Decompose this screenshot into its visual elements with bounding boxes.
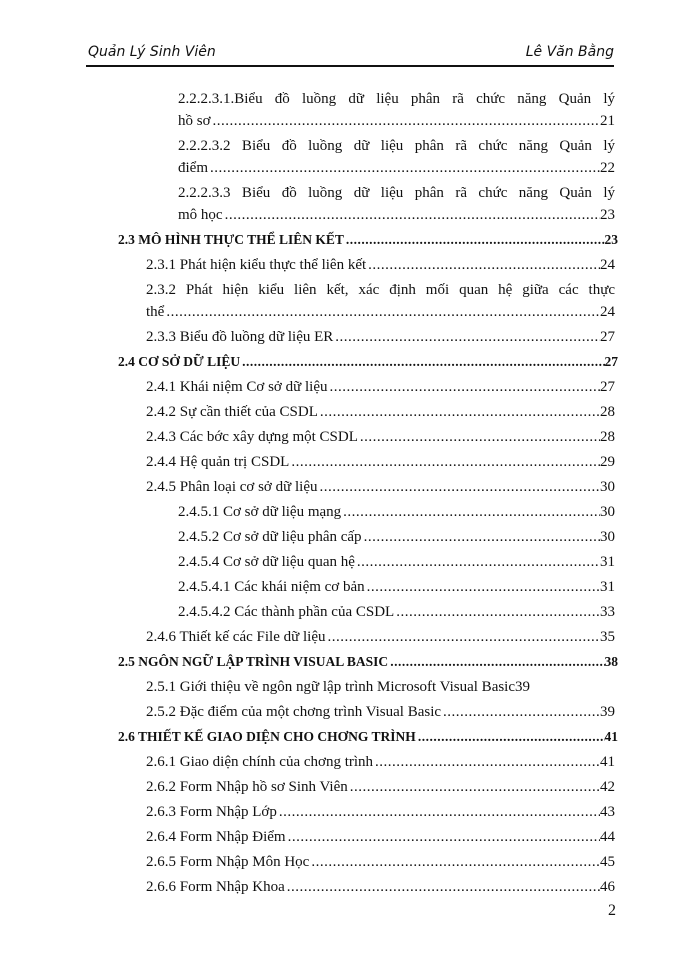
toc-entry bbox=[146, 326, 615, 348]
toc-entry bbox=[146, 376, 615, 398]
toc-entry bbox=[146, 426, 615, 448]
table-of-contents bbox=[0, 88, 700, 901]
toc-entry-title: 2.4.6 Thiết kế các File dữ liệu bbox=[146, 629, 326, 645]
header-divider bbox=[86, 65, 614, 67]
toc-leader-dots bbox=[317, 476, 600, 498]
toc-page-number: 31 bbox=[600, 579, 615, 595]
toc-entry-title: 2.4.5.2 Cơ sở dữ liệu phân cấp bbox=[178, 529, 362, 545]
toc-leader-dots bbox=[164, 301, 600, 323]
toc-leader-dots bbox=[416, 726, 605, 748]
toc-entry-title: 2.4.5.4.1 Các khái niệm cơ bản bbox=[178, 579, 365, 595]
toc-entry bbox=[178, 135, 615, 179]
toc-entry-title: 2.5.1 Giới thiệu về ngôn ngữ lập trình Microsoft Visual Basic bbox=[146, 679, 516, 695]
toc-page-number: 44 bbox=[600, 829, 615, 845]
toc-entry bbox=[118, 651, 618, 673]
toc-leader-dots bbox=[388, 651, 604, 673]
toc-leader-dots bbox=[286, 826, 600, 848]
toc-entry-title: điểm bbox=[178, 160, 208, 176]
toc-leader-dots bbox=[240, 351, 604, 373]
toc-page-number: 41 bbox=[600, 754, 615, 770]
toc-entry-title: 2.6.4 Form Nhập Điểm bbox=[146, 829, 286, 845]
toc-page-number: 31 bbox=[600, 554, 615, 570]
toc-entry-title: 2.4.1 Khái niệm Cơ sở dữ liệu bbox=[146, 379, 328, 395]
toc-leader-dots bbox=[355, 551, 600, 573]
toc-entry bbox=[146, 401, 615, 423]
toc-page-number: 33 bbox=[600, 604, 615, 620]
toc-entry bbox=[178, 88, 615, 132]
toc-leader-dots bbox=[325, 626, 600, 648]
toc-entry bbox=[146, 751, 615, 773]
toc-entry-title-line1: 2.2.2.3.2 Biểu đồ luồng dữ liệu phân rã chức năng Quản lý bbox=[178, 138, 615, 154]
toc-entry-title: 2.4.4 Hệ quản trị CSDL bbox=[146, 454, 290, 470]
toc-entry-title-line1: 2.2.2.3.3 Biểu đồ luồng dữ liệu phân rã chức năng Quản lý bbox=[178, 185, 615, 201]
toc-entry-title: 2.4.5.1 Cơ sở dữ liệu mạng bbox=[178, 504, 342, 520]
toc-entry bbox=[178, 526, 615, 548]
page-header bbox=[88, 40, 614, 64]
toc-page-number: 21 bbox=[600, 113, 615, 129]
toc-entry-title: 2.6.5 Form Nhập Môn Học bbox=[146, 854, 310, 870]
toc-page-number: 45 bbox=[600, 854, 615, 870]
toc-page-number: 22 bbox=[600, 160, 615, 176]
toc-entry bbox=[146, 826, 615, 848]
toc-page-number: 28 bbox=[600, 429, 615, 445]
toc-leader-dots bbox=[223, 204, 600, 226]
toc-leader-dots bbox=[277, 801, 600, 823]
toc-leader-dots bbox=[366, 254, 600, 276]
toc-entry bbox=[178, 551, 615, 573]
toc-leader-dots bbox=[362, 526, 600, 548]
toc-page-number: 30 bbox=[600, 479, 615, 495]
toc-entry-title: mô học bbox=[178, 207, 223, 223]
toc-entry bbox=[118, 726, 618, 748]
toc-leader-dots bbox=[394, 601, 600, 623]
toc-entry bbox=[146, 801, 615, 823]
toc-entry-title-line1: 2.3.2 Phát hiện kiểu liên kết, xác định mối quan hệ giữa các thực bbox=[146, 282, 615, 298]
toc-entry-title: 2.6.2 Form Nhập hồ sơ Sinh Viên bbox=[146, 779, 348, 795]
toc-entry bbox=[146, 701, 615, 723]
toc-page-number: 27 bbox=[600, 379, 615, 395]
toc-page-number: 39 bbox=[515, 679, 531, 695]
toc-leader-dots bbox=[344, 229, 605, 251]
toc-leader-dots bbox=[211, 110, 600, 132]
toc-leader-dots bbox=[208, 157, 600, 179]
toc-entry-title: thể bbox=[146, 304, 165, 320]
toc-entry-title: 2.4.5 Phân loại cơ sở dữ liệu bbox=[146, 479, 318, 495]
toc-entry bbox=[146, 254, 615, 276]
toc-entry-title: 2.6.3 Form Nhập Lớp bbox=[146, 804, 277, 820]
toc-leader-dots bbox=[333, 326, 600, 348]
toc-entry bbox=[146, 626, 615, 648]
header-author: Lê Văn Bằng bbox=[525, 44, 614, 60]
toc-page-number: 38 bbox=[604, 654, 618, 669]
toc-entry-title: 2.5.2 Đặc điểm của một chơng trình Visual Basic bbox=[146, 704, 442, 720]
toc-entry-title: 2.3.3 Biểu đồ luồng dữ liệu ER bbox=[146, 329, 334, 345]
toc-page-number: 43 bbox=[600, 804, 615, 820]
toc-leader-dots bbox=[341, 501, 600, 523]
toc-page-number: 24 bbox=[600, 257, 615, 273]
toc-entry bbox=[178, 601, 615, 623]
toc-entry bbox=[118, 351, 618, 373]
header-title: Quản Lý Sinh Viên bbox=[88, 44, 216, 60]
toc-page-number: 41 bbox=[604, 729, 618, 744]
toc-page-number: 29 bbox=[600, 454, 615, 470]
toc-entry-title: 2.4.5.4.2 Các thành phần của CSDL bbox=[178, 604, 395, 620]
toc-leader-dots bbox=[318, 401, 600, 423]
toc-entry-title: 2.6.6 Form Nhập Khoa bbox=[146, 879, 285, 895]
toc-entry-title: 2.4.5.4 Cơ sở dữ liệu quan hệ bbox=[178, 554, 355, 570]
toc-entry-title: 2.5 NGÔN NGỮ LẬP TRÌNH VISUAL BASIC bbox=[118, 654, 389, 669]
toc-entry-title: 2.6 THIẾT KẾ GIAO DIỆN CHO CHƠNG TRÌNH bbox=[118, 729, 416, 744]
toc-entry-title: 2.4.3 Các bớc xây dựng một CSDL bbox=[146, 429, 358, 445]
toc-page-number: 24 bbox=[600, 304, 615, 320]
toc-entry bbox=[178, 182, 615, 226]
toc-leader-dots bbox=[373, 751, 600, 773]
toc-leader-dots bbox=[358, 426, 600, 448]
toc-page-number: 42 bbox=[600, 779, 615, 795]
toc-entry bbox=[146, 476, 615, 498]
toc-leader-dots bbox=[348, 776, 600, 798]
toc-leader-dots bbox=[285, 876, 600, 898]
toc-page-number: 23 bbox=[600, 207, 615, 223]
toc-page-number: 28 bbox=[600, 404, 615, 420]
toc-entry bbox=[178, 576, 615, 598]
toc-entry bbox=[146, 451, 615, 473]
toc-entry bbox=[146, 851, 615, 873]
toc-entry-title-line1: 2.2.2.3.1.Biểu đồ luồng dữ liệu phân rã chức năng Quản lý bbox=[178, 91, 615, 107]
toc-page-number: 27 bbox=[604, 354, 618, 369]
toc-entry-title: 2.3 MÔ HÌNH THỰC THỂ LIÊN KẾT bbox=[118, 232, 344, 247]
toc-entry-title: 2.4 CƠ SỞ DỮ LIỆU bbox=[118, 354, 241, 369]
toc-entry bbox=[178, 501, 615, 523]
toc-entry bbox=[146, 676, 615, 698]
toc-page-number: 23 bbox=[604, 232, 618, 247]
toc-entry bbox=[146, 279, 615, 323]
toc-page-number: 39 bbox=[600, 704, 615, 720]
toc-page-number: 30 bbox=[600, 504, 615, 520]
toc-entry-title: 2.4.2 Sự cần thiết của CSDL bbox=[146, 404, 318, 420]
toc-entry bbox=[146, 876, 615, 898]
toc-leader-dots bbox=[309, 851, 600, 873]
toc-leader-dots bbox=[327, 376, 600, 398]
toc-entry bbox=[146, 776, 615, 798]
toc-entry-title: 2.3.1 Phát hiện kiểu thực thể liên kết bbox=[146, 257, 367, 273]
toc-page-number: 35 bbox=[600, 629, 615, 645]
toc-leader-dots bbox=[289, 451, 600, 473]
page-number: 2 bbox=[608, 902, 616, 919]
toc-page-number: 27 bbox=[600, 329, 615, 345]
toc-leader-dots bbox=[365, 576, 600, 598]
toc-page-number: 30 bbox=[600, 529, 615, 545]
toc-entry-title: hồ sơ bbox=[178, 113, 211, 129]
toc-entry bbox=[118, 229, 618, 251]
toc-page-number: 46 bbox=[600, 879, 615, 895]
toc-leader-dots bbox=[441, 701, 600, 723]
toc-entry-title: 2.6.1 Giao diện chính của chơng trình bbox=[146, 754, 374, 770]
